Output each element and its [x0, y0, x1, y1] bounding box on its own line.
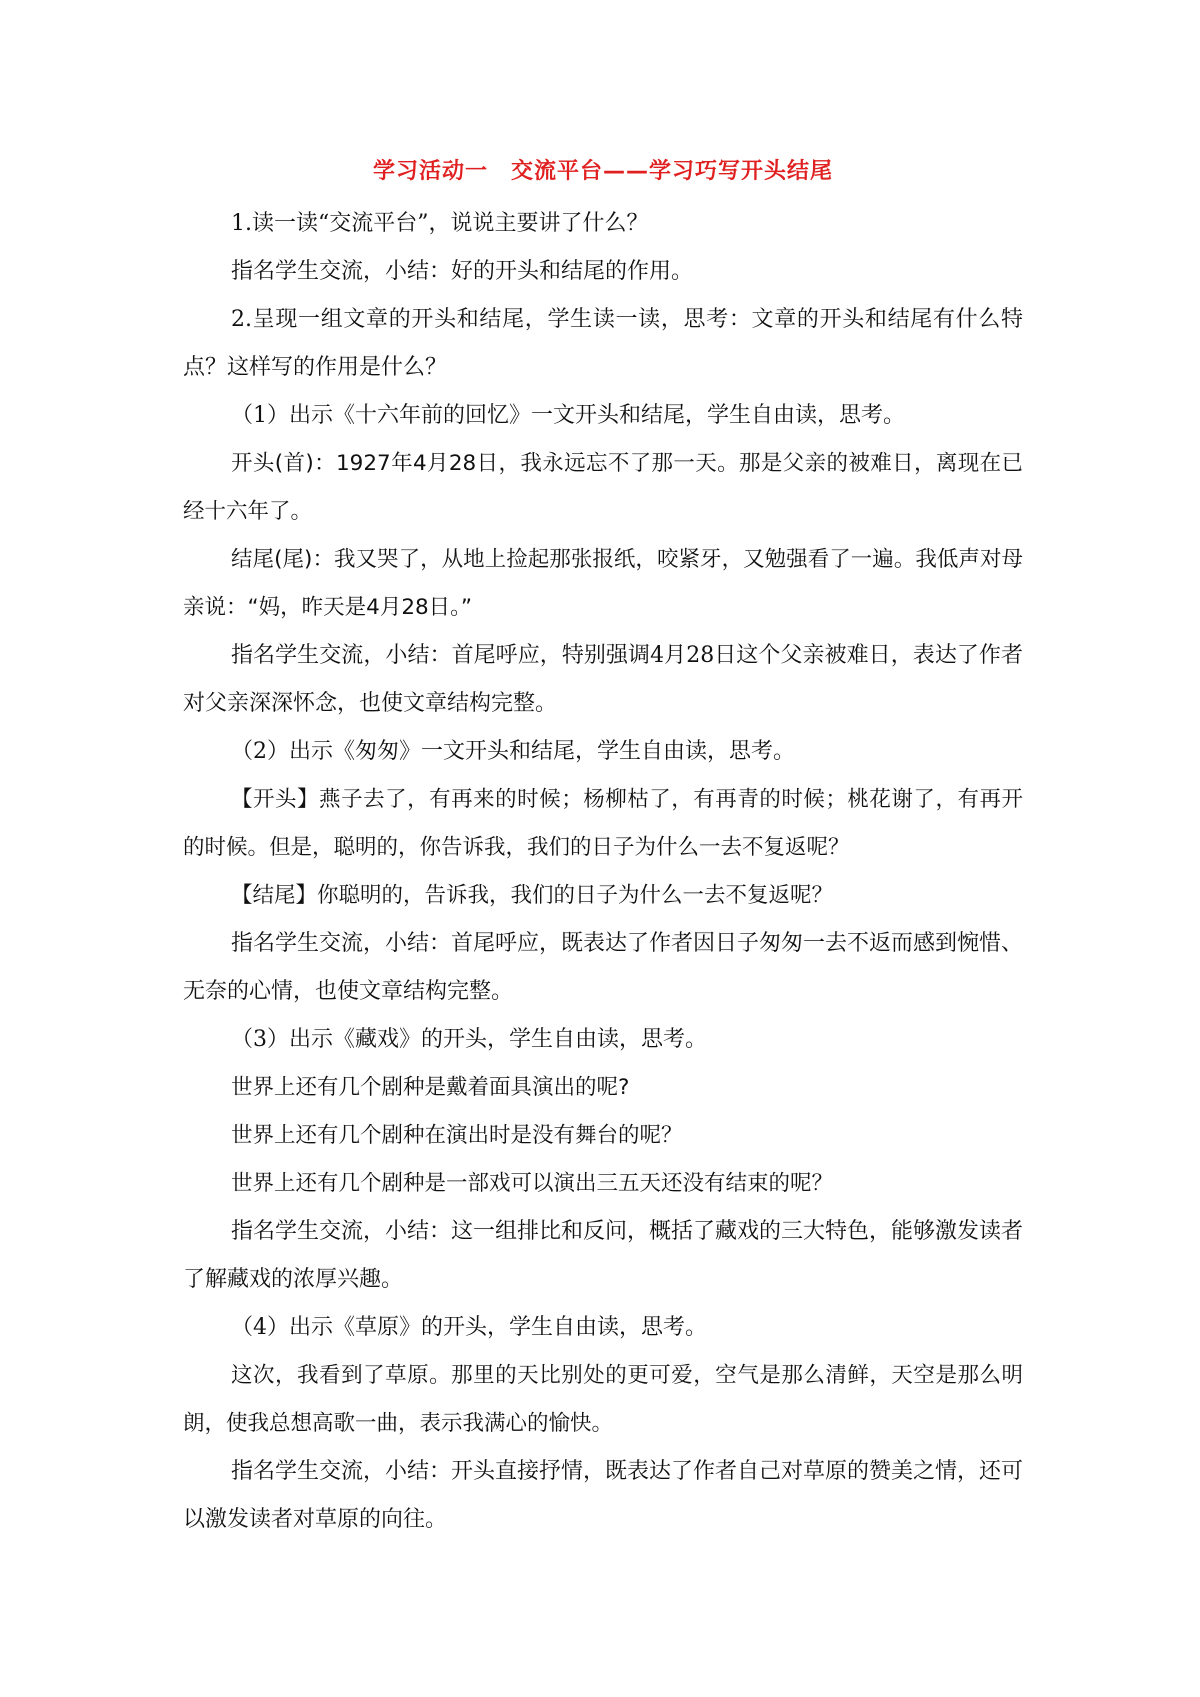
paragraph: 指名学生交流，小结：开头直接抒情，既表达了作者自己对草原的赞美之情，还可以激发读者对草原的向往。	[183, 1459, 1024, 1532]
paragraph: 1.读一读“交流平台”，说说主要讲了什么？	[231, 211, 649, 236]
paragraph: （2）出示《匆匆》一文开头和结尾，学生自由读，思考。	[231, 739, 795, 764]
quoted-paragraph: 开头(首)：1927年4月28日，我永远忘不了那一天。那是父亲的被难日，离现在已经十六年了。	[183, 451, 1023, 524]
paragraph: （4）出示《草原》的开头，学生自由读，思考。	[231, 1315, 707, 1340]
quoted-paragraph: 【开头】燕子去了，有再来的时候；杨柳枯了，有再青的时候；桃花谢了，有再开的时候。但是，聪明的，你告诉我，我们的日子为什么一去不复返呢？	[183, 787, 1023, 860]
paragraph: 指名学生交流，小结：这一组排比和反问，概括了藏戏的三大特色，能够激发读者了解藏戏的浓厚兴趣。	[183, 1219, 1024, 1292]
quoted-paragraph: 【结尾】你聪明的，告诉我，我们的日子为什么一去不复返呢？	[231, 883, 834, 908]
paragraph: 指名学生交流，小结：首尾呼应，特别强调4月28日这个父亲被难日，表达了作者对父亲深深怀念，也使文章结构完整。	[183, 643, 1023, 716]
quoted-paragraph: 世界上还有几个剧种是一部戏可以演出三五天还没有结束的呢？	[231, 1171, 834, 1196]
quoted-paragraph: 结尾(尾)：我又哭了，从地上捡起那张报纸，咬紧牙，又勉强看了一遍。我低声对母亲说：“妈，昨天是4月28日。”	[183, 547, 1023, 620]
paragraph: （1）出示《十六年前的回忆》一文开头和结尾，学生自由读，思考。	[231, 403, 905, 428]
quoted-paragraph: 这次，我看到了草原。那里的天比别处的更可爱，空气是那么清鲜，天空是那么明朗，使我总想高歌一曲，表示我满心的愉快。	[183, 1363, 1023, 1436]
document-content	[183, 152, 1023, 1544]
paragraph: 指名学生交流，小结：好的开头和结尾的作用。	[231, 259, 694, 284]
paragraph: 指名学生交流，小结：首尾呼应，既表达了作者因日子匆匆一去不返而感到惋惜、无奈的心情，也使文章结构完整。	[183, 931, 1024, 1004]
quoted-paragraph: 世界上还有几个剧种是戴着面具演出的呢?	[231, 1075, 630, 1100]
section-title: 学习活动一 交流平台——学习巧写开头结尾	[372, 159, 833, 184]
paragraph: （3）出示《藏戏》的开头，学生自由读，思考。	[231, 1027, 707, 1052]
quoted-paragraph: 世界上还有几个剧种在演出时是没有舞台的呢？	[231, 1123, 683, 1148]
paragraph: 2.呈现一组文章的开头和结尾，学生读一读，思考：文章的开头和结尾有什么特点？这样写的作用是什么？	[183, 307, 1023, 380]
